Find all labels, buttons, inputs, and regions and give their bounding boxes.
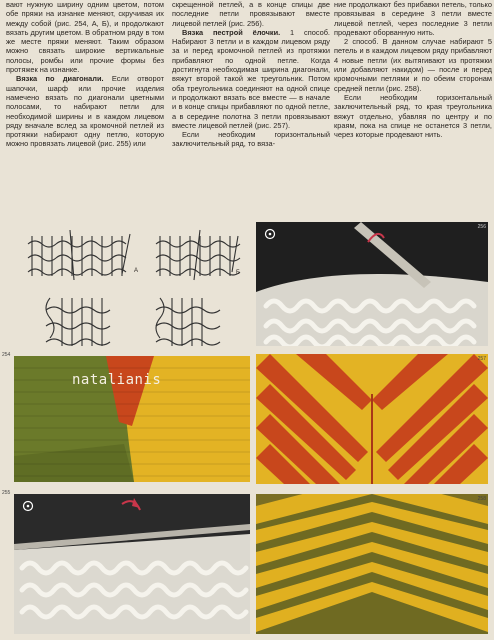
diagram-label-a: А <box>134 268 139 274</box>
figure-number: 258 <box>477 496 486 502</box>
photo-fig-255 <box>14 494 250 634</box>
paragraph: Если необходим горизонтальный заключительный ряд, то вяза- <box>172 130 330 149</box>
paragraph <box>172 28 330 130</box>
paragraph-body: Если отворот шапочки, шарф или прочие изделия намечено вязать по диагонали цветными полосами, то набирают петли для необходимой ширины и в каждом лицевом ряду вначале вслед за кромочной петлей из протяжки набирают одну петлю, которую можно провязать лицевой (рис. 255) или <box>6 74 164 149</box>
paragraph: Если необходим горизонтальный заключительный ряд, то края треугольника вяжут отдельно, убавляя по центру и по краям, пока на спице не останется 3 петли, через которые продевают нить. <box>334 92 492 140</box>
knit-photo-chevron-258 <box>256 494 488 634</box>
figure-number: 257 <box>477 356 486 362</box>
photo-fig-258 <box>256 494 488 634</box>
figure-number: 255 <box>2 490 11 496</box>
photo-fig-256 <box>256 222 488 346</box>
paragraph: 2 способ. В данном случае набирают 5 петель и в каждом лицевом ряду прибавляют 4 новые петли (их вытягивают из протяжки или добавляют накидом) — после и перед кромочными петлями и по обеим сторонам средней петли (рис. 258). <box>334 37 492 93</box>
text-column-3 <box>334 0 492 139</box>
paragraph: вают нужную ширину одним цветом, потом обе пряжи на изнанке меняют, скручивая их между собой (рис. 254, А, Б), и продолжают вязать другим цветом. В обратном ряду в том же месте пряжи меняют. Таким образом можно связать широкие вертикальные полосы, ромбы или прочие формы без протяжек на изнанке. <box>6 0 164 75</box>
photo-fig-254 <box>14 356 250 482</box>
paragraph-body: 1 способ. Набирают 3 петли и в каждом лицевом ряду за и перед кромочной петлей из протяжки прибавляют по одной петле. Когда достигнута необходимая ширина диагонали, вяжут второй такой же треугольник. Потом оба треугольника соединяют на одной спице и продолжают вязать все вместе — в начале и в конце спицы прибавляют по одной петле, а в середине полотна 3 петли провязывают вместе лицевой петлей (рис. 257). <box>172 27 330 130</box>
photo-fig-257 <box>256 354 488 484</box>
paragraph <box>6 74 164 148</box>
figure-number: 254 <box>2 352 11 358</box>
knit-photo-white-255 <box>14 494 250 634</box>
paragraph: скрещенной петлей, а в конце спицы две последние петли провязывают вместе лицевой петлей (рис. 256). <box>172 0 330 28</box>
diagram-label-b: Б <box>236 270 240 276</box>
section-heading: Вязка пестрой ёлочки. <box>182 27 281 37</box>
stitch-diagram-svg <box>10 228 250 360</box>
text-column-1 <box>6 0 164 149</box>
stitch-diagram-254 <box>10 228 250 360</box>
knit-photo-white <box>256 222 488 346</box>
knit-photo-chevron-257 <box>256 354 488 484</box>
watermark: natalianis <box>72 372 162 388</box>
figure-number: 256 <box>477 224 486 230</box>
section-heading: Вязка по диагонали. <box>16 74 104 84</box>
paragraph: ние продолжают без прибавки петель, только провязывая в середине 3 петли вместе лицевой петлей, через последние 3 петли продевают оборванную нить. <box>334 0 492 37</box>
text-column-2 <box>172 0 330 149</box>
